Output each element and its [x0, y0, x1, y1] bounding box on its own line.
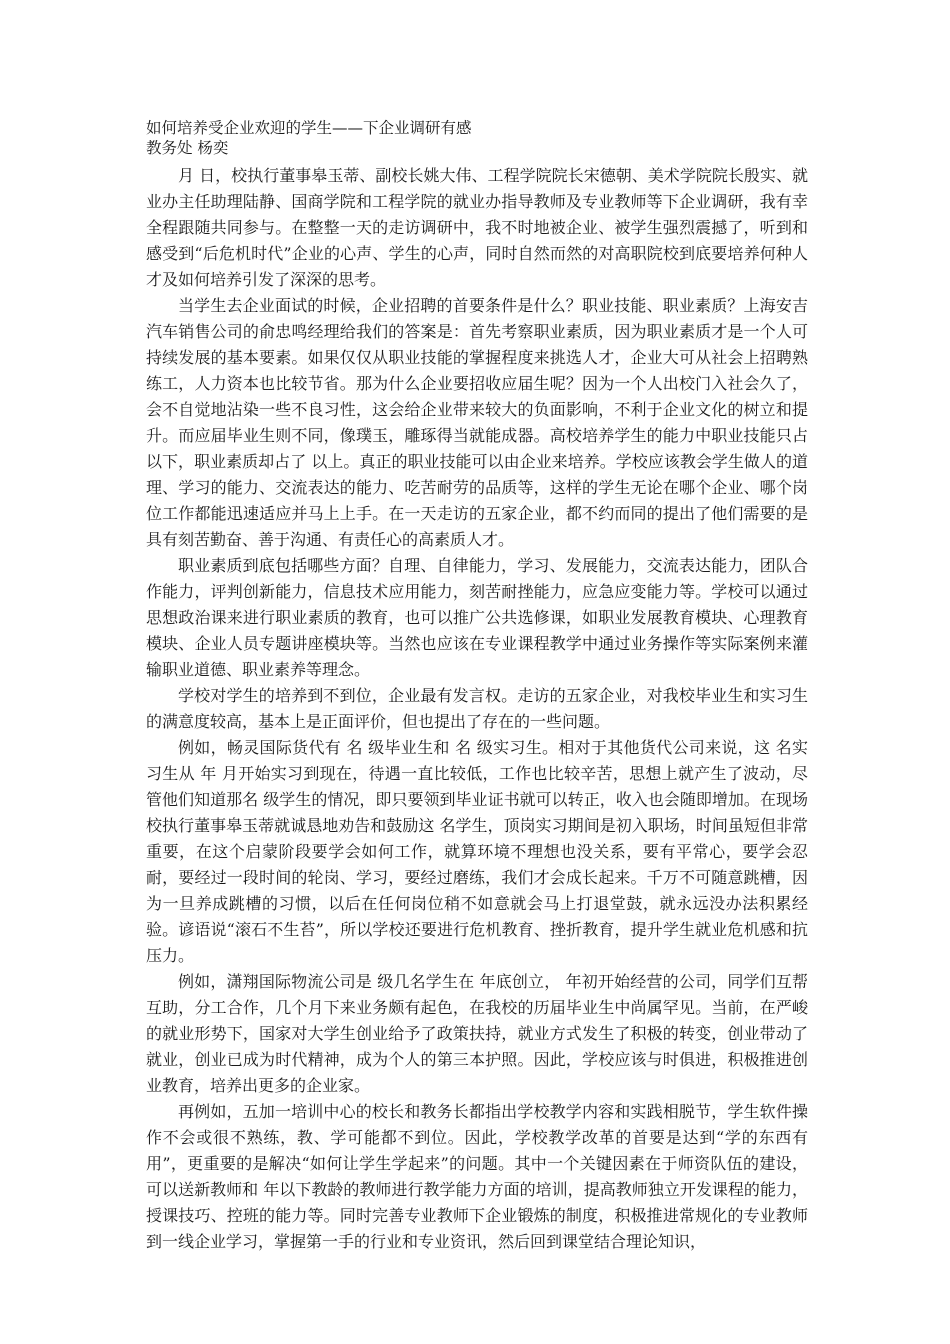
paragraph-2: 当学生去企业面试的时候，企业招聘的首要条件是什么？职业技能、职业素质？上海安吉汽车销售公司的俞忠鸣经理给我们的答案是：首先考察职业素质，因为职业素质才是一个人可持续发展的基本要素。如果仅仅从职业技能的掌握程度来挑选人才，企业大可从社会上招聘熟练工，人力资本也比较节省。那为什么企业要招收应届生呢？因为一个人出校门入社会久了，会不自觉地沾染一些不良习性，这会给企业带来较大的负面影响，不利于企业文化的树立和提升。而应届毕业生则不同，像璞玉，雕琢得当就能成器。高校培养学生的能力中职业技能只占 以下，职业素质却占了 以上。真正的职业技能可以由企业来培养。学校应该教会学生做人的道理、学习的能力、交流表达的能力、吃苦耐劳的品质等，这样的学生无论在哪个企业、哪个岗位工作都能迅速适应并马上上手。在一天走访的五家企业，都不约而同的提出了他们需要的是具有刻苦勤奋、善于沟通、有责任心的高素质人才。 — [146, 296, 808, 549]
document-author: 教务处 杨奕 — [146, 139, 229, 157]
document-page — [146, 118, 808, 1255]
paragraph-3: 职业素质到底包括哪些方面？自理、自律能力，学习、发展能力，交流表达能力，团队合作能力，评判创新能力，信息技术应用能力，刻苦耐挫能力，应急应变能力等。学校可以通过思想政治课来进行职业素质的教育，也可以推广公共选修课，如职业发展教育模块、心理教育模块、企业人员专题讲座模块等。当然也应该在专业课程教学中通过业务操作等实际案例来灌输职业道德、职业素养等理念。 — [146, 556, 808, 679]
document-body — [146, 163, 808, 1255]
paragraph-7: 再例如，五加一培训中心的校长和教务长都指出学校教学内容和实践相脱节，学生软件操作不会或很不熟练，教、学可能都不到位。因此，学校教学改革的首要是达到“学的东西有用”，更重要的是解决“如何让学生学起来”的问题。其中一个关键因素在于师资队伍的建设，可以送新教师和 年以下教龄的教师进行教学能力方面的培训，提高教师独立开发课程的能力，授课技巧、控班的能力等。同时完善专业教师下企业锻炼的制度，积极推进常规化的专业教师到一线企业学习，掌握第一手的行业和专业资讯，然后回到课堂结合理论知识， — [146, 1102, 808, 1251]
paragraph-4: 学校对学生的培养到不到位，企业最有发言权。走访的五家企业，对我校毕业生和实习生的满意度较高，基本上是正面评价，但也提出了存在的一些问题。 — [146, 686, 808, 731]
paragraph-6: 例如，潇翔国际物流公司是 级几名学生在 年底创立， 年初开始经营的公司，同学们互帮互助，分工合作，几个月下来业务颇有起色，在我校的历届毕业生中尚属罕见。当前，在严峻的就业形势下，国家对大学生创业给予了政策扶持，就业方式发生了积极的转变，创业带动了就业，创业已成为时代精神，成为个人的第三本护照。因此，学校应该与时俱进，积极推进创业教育，培养出更多的企业家。 — [146, 972, 808, 1095]
paragraph-5: 例如，畅灵国际货代有 名 级毕业生和 名 级实习生。相对于其他货代公司来说，这 名实习生从 年 月开始实习到现在，待遇一直比较低，工作也比较辛苦，思想上就产生了波动，尽管他们知道那名 级学生的情况，即只要领到毕业证书就可以转正，收入也会随即增加。在现场校执行董事皋玉蒂就诚恳地劝告和鼓励这 名学生，顶岗实习期间是初入职场，时间虽短但非常重要，在这个启蒙阶段要学会如何工作，就算环境不理想也没关系，要有平常心，要学会忍耐，要经过一段时间的轮岗、学习，要经过磨练，我们才会成长起来。千万不可随意跳槽，因为一旦养成跳槽的习惯，以后在任何岗位稍不如意就会马上打退堂鼓，就永远没办法积累经验。谚语说“滚石不生苔”，所以学校还要进行危机教育、挫折教育，提升学生就业危机感和抗压力。 — [146, 738, 808, 965]
document-title: 如何培养受企业欢迎的学生——下企业调研有感 — [146, 119, 472, 137]
paragraph-1: 月 日，校执行董事皋玉蒂、副校长姚大伟、工程学院院长宋德朝、美术学院院长殷实、就业办主任助理陆静、国商学院和工程学院的就业办指导教师及专业教师等下企业调研，我有幸全程跟随共同参与。在整整一天的走访调研中，我不时地被企业、被学生强烈震撼了，听到和感受到“后危机时代”企业的心声、学生的心声，同时自然而然的对高职院校到底要培养何种人才及如何培养引发了深深的思考。 — [146, 166, 808, 289]
